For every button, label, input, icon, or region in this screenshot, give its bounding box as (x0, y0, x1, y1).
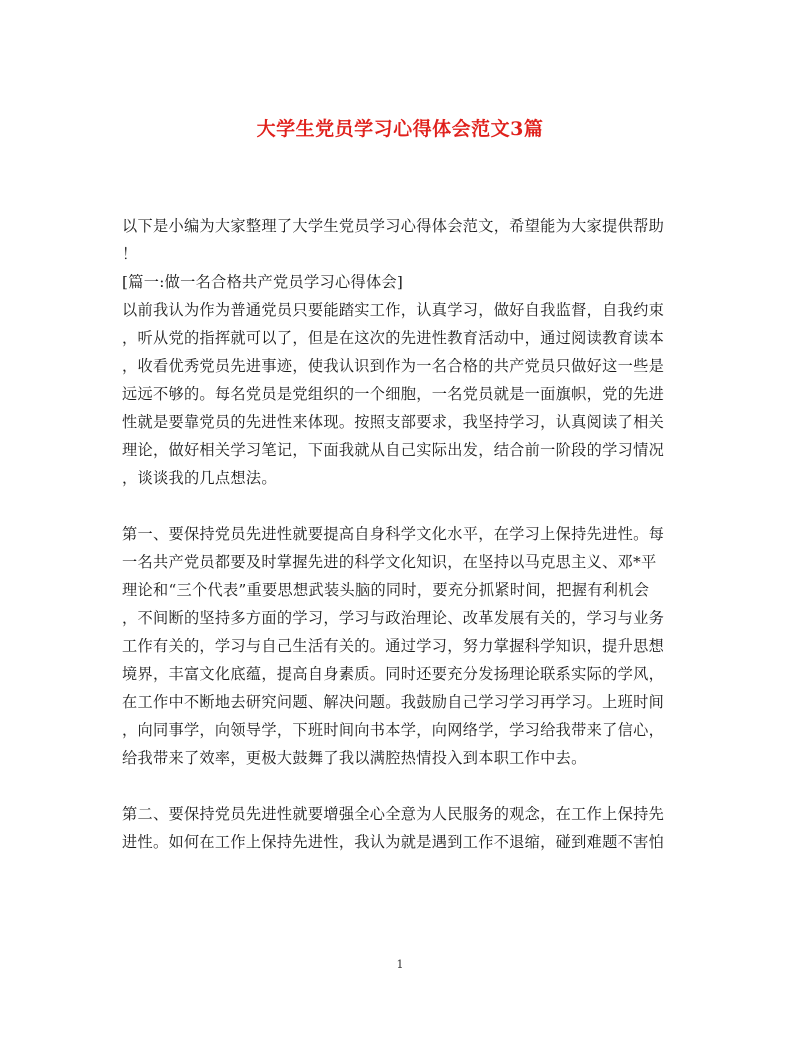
paragraph-gap (122, 492, 678, 520)
paragraph-1-line: 理论，做好相关学习笔记，下面我就从自己实际出发，结合前一阶段的学习情况 (122, 441, 665, 459)
paragraph-2-line: 一名共产党员都要及时掌握先进的科学文化知识，在坚持以马克思主义、邓*平 (122, 553, 657, 571)
paragraph-1-line: ，收看优秀党员先进事迹，使我认识到作为一名合格的共产党员只做好这一些是 (122, 357, 665, 375)
paragraph-2-line: 理论和“三个代表”重要思想武装头脑的同时，要充分抓紧时间，把握有利机会 (122, 581, 650, 599)
paragraph-2-line: 境界，丰富文化底蕴，提高自身素质。同时还要充分发扬理论联系实际的学风， (122, 665, 665, 683)
page-number: 1 (396, 958, 404, 971)
paragraph-2-line: ，不间断的坚持多方面的学习，学习与政治理论、改革发展有关的，学习与业务 (122, 609, 665, 627)
paragraph-1-line: ，谈谈我的几点想法。 (122, 469, 277, 487)
paragraph-1-line: 远远不够的。每名党员是党组织的一个细胞，一名党员就是一面旗帜，党的先进 (122, 385, 665, 403)
paragraph-2-line: ，向同事学，向领导学，下班时间向书本学，向网络学，学习给我带来了信心， (122, 721, 665, 739)
paragraph-3-line: 第二、要保持党员先进性就要增强全心全意为人民服务的观念，在工作上保持先 (122, 805, 665, 823)
paragraph-2-line: 工作有关的，学习与自己生活有关的。通过学习，努力掌握科学知识，提升思想 (122, 637, 665, 655)
paragraph-gap (122, 772, 678, 800)
intro-line: 以下是小编为大家整理了大学生党员学习心得体会范文，希望能为大家提供帮助 (122, 217, 665, 235)
paragraph-1-line: ，听从党的指挥就可以了，但是在这次的先进性教育活动中，通过阅读教育读本 (122, 329, 665, 347)
paragraph-1-line: 性就是要靠党员的先进性来体现。按照支部要求，我坚持学习，认真阅读了相关 (122, 413, 665, 431)
paragraph-2-line: 给我带来了效率，更极大鼓舞了我以满腔热情投入到本职工作中去。 (122, 749, 587, 767)
intro-line: ！ (122, 245, 138, 263)
document-title: 大学生党员学习心得体会范文3篇 (256, 118, 544, 140)
paragraph-1-line: 以前我认为作为普通党员只要能踏实工作，认真学习，做好自我监督，自我约束 (122, 301, 665, 319)
paragraph-2-line: 第一、要保持党员先进性就要提高自身科学文化水平，在学习上保持先进性。每 (122, 525, 665, 543)
paragraph-2-line: 在工作中不断地去研究问题、解决问题。我鼓励自己学习学习再学习。上班时间 (122, 693, 665, 711)
section-heading: [篇一:做一名合格共产党员学习心得体会] (122, 273, 404, 291)
paragraph-3-line: 进性。如何在工作上保持先进性，我认为就是遇到工作不退缩，碰到难题不害怕 (122, 833, 665, 851)
document-body (122, 212, 678, 856)
